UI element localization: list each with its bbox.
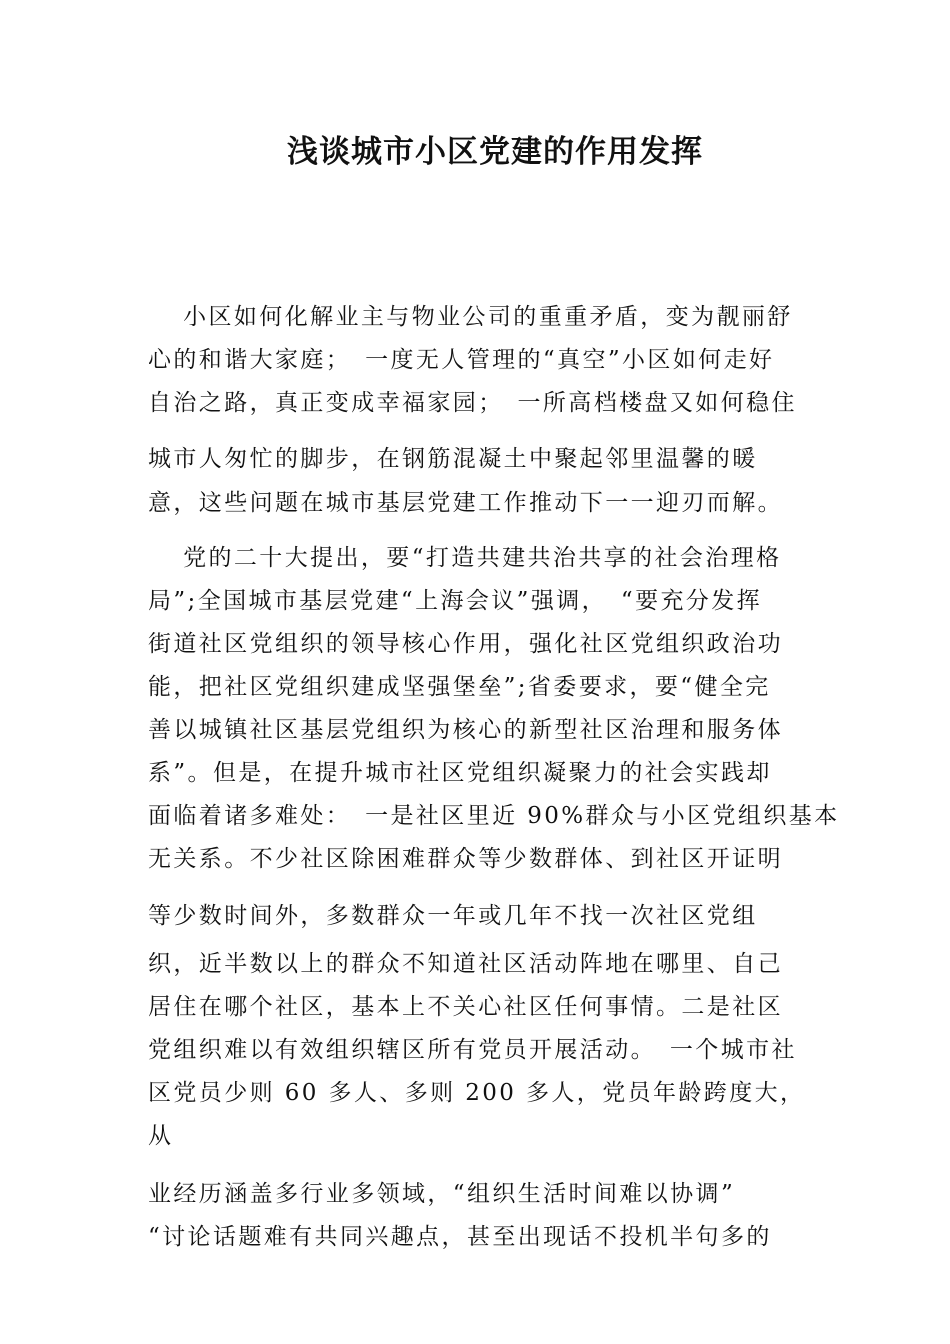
- body-line: 意，这些问题在城市基层党建工作推动下一一迎刃而解。: [148, 490, 783, 516]
- body-line: 业经历涵盖多行业多领域，“组织生活时间难以协调”: [148, 1181, 736, 1207]
- body-line: 党的二十大提出，要“打造共建共治共享的社会治理格: [148, 545, 782, 571]
- body-line: 心的和谐大家庭； 一度无人管理的“真空”小区如何走好: [148, 347, 775, 373]
- body-line: 等少数时间外，多数群众一年或几年不找一次社区党组: [148, 903, 758, 929]
- body-line: 自治之路，真正变成幸福家园； 一所高档楼盘又如何稳住: [148, 390, 797, 416]
- body-line: 党组织难以有效组织辖区所有党员开展活动。 一个城市社: [148, 1037, 797, 1063]
- body-line: 系”。但是，在提升城市社区党组织凝聚力的社会实践却: [148, 760, 772, 786]
- body-line: “讨论话题难有共同兴趣点，甚至出现话不投机半句多的: [148, 1224, 772, 1250]
- body-line: 局”;全国城市基层党建“上海会议”强调， “要充分发挥: [148, 588, 763, 614]
- body-line: 小区如何化解业主与物业公司的重重矛盾，变为靓丽舒: [148, 304, 793, 330]
- body-line: 居住在哪个社区，基本上不关心社区任何事情。二是社区: [148, 994, 783, 1020]
- body-line: 从: [148, 1123, 174, 1149]
- body-line: 无关系。不少社区除困难群众等少数群体、到社区开证明: [148, 846, 783, 872]
- body-line: 面临着诸多难处： 一是社区里近 90%群众与小区党组织基本: [148, 803, 840, 829]
- body-line: 街道社区党组织的领导核心作用，强化社区党组织政治功: [148, 631, 783, 657]
- body-line: 善以城镇社区基层党组织为核心的新型社区治理和服务体: [148, 717, 783, 743]
- body-line: 区党员少则 60 多人、多则 200 多人，党员年龄跨度大，: [148, 1080, 806, 1106]
- body-line: 织，近半数以上的群众不知道社区活动阵地在哪里、自己: [148, 951, 783, 977]
- document-title: 浅谈城市小区党建的作用发挥: [287, 134, 703, 170]
- body-line: 城市人匆忙的脚步，在钢筋混凝土中聚起邻里温馨的暖: [148, 446, 758, 472]
- body-line: 能，把社区党组织建成坚强堡垒”;省委要求，要“健全完: [148, 674, 771, 700]
